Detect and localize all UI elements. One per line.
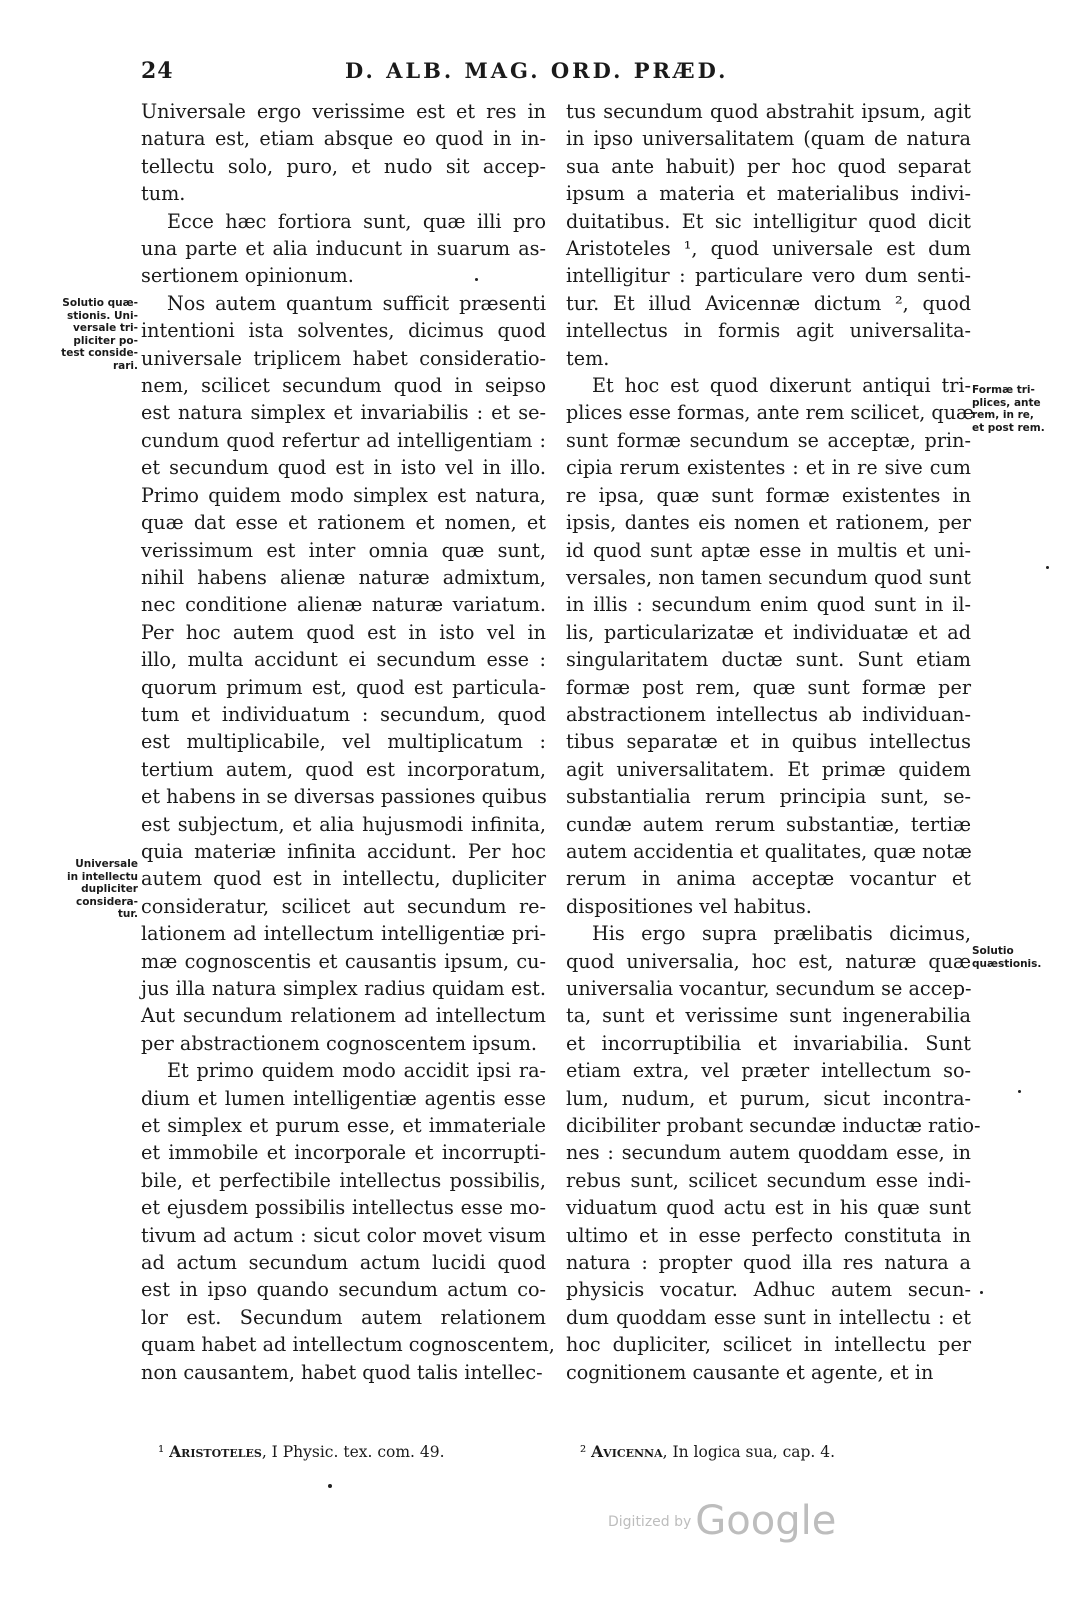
text-line: tivum ad actum : sicut color movet visum (141, 1223, 546, 1247)
margin-note-line: quæstionis. (972, 957, 1042, 970)
text-line: hoc dupliciter, scilicet in intellectu per (566, 1333, 971, 1357)
text-line: non causantem, habet quod talis intellec- (141, 1360, 543, 1384)
text-line: Et primo quidem modo accidit ipsi ra- (167, 1059, 546, 1083)
margin-note-line: Formæ tri- (972, 384, 1035, 396)
text-line: id quod sunt aptæ esse in multis et uni- (566, 538, 971, 562)
text-line: sunt formæ secundum se acceptæ, prin- (566, 428, 971, 452)
margin-note-line: stionis. Uni- (66, 309, 138, 322)
text-line: illo, multa accidunt ei secundum esse : (141, 648, 546, 672)
text-line: intellectus in formis agit universalita- (566, 319, 971, 343)
text-line: formæ post rem, quæ sunt formæ per (566, 675, 971, 699)
text-line: et habens in se diversas passiones quibus (141, 785, 547, 809)
text-line: plices esse formas, ante rem scilicet, quæ (566, 401, 975, 425)
margin-note-solutio-quaestionis (50, 297, 138, 372)
running-head: D. ALB. MAG. ORD. PRÆD. (345, 58, 729, 83)
text-line: in ipso universalitatem (quam de natura (566, 127, 971, 151)
text-line: nihil habens alienæ naturæ admixtum, (141, 565, 546, 589)
text-line: Universale ergo verissime est et res in (141, 100, 546, 123)
margin-note-line: Solutio (972, 945, 1014, 957)
text-line: dium et lumen intelligentiæ agentis esse (141, 1086, 546, 1110)
text-line: nem, scilicet secundum quod in seipso (141, 374, 546, 398)
text-line: autem accidentia et qualitates, quæ notæ (566, 839, 972, 863)
footnote-mark: ² (580, 1443, 587, 1461)
text-line: ipsis, dantes eis nomen et rationem, per (566, 511, 971, 535)
text-line: viduatum quod actu est in his quæ sunt (566, 1196, 971, 1220)
text-line: natura : propter quod illa res natura a (566, 1251, 971, 1275)
margin-note-line: rari. (112, 359, 138, 372)
text-line: Per hoc autem quod est in isto vel in (141, 620, 546, 644)
print-speck (328, 1484, 332, 1488)
digitized-watermark (608, 1498, 836, 1544)
text-line: duitatibus. Et sic intelligitur quod dicit (566, 209, 971, 233)
margin-note-line: tur. (117, 908, 138, 920)
text-line: agit universalitatem. Et primæ quidem (566, 757, 971, 781)
text-line: tus secundum quod abstrahit ipsum, agit (566, 100, 971, 123)
text-line: substantialia rerum principia sunt, se- (566, 785, 971, 809)
footnote-avicenna (580, 1442, 835, 1461)
text-line: ta, sunt et verissime sunt ingenerabilia (566, 1004, 971, 1028)
text-line: Primo quidem modo simplex est natura, (141, 483, 546, 507)
text-line: verissimum est inter omnia quæ sunt, (141, 538, 546, 562)
text-line: lis, particularizatæ et individuatæ et ad (566, 620, 971, 644)
footnote-aristoteles (158, 1442, 445, 1461)
text-line: universale triplicem habet consideratio- (141, 346, 546, 370)
text-line: in illis : secundum enim quod sunt in il- (566, 593, 971, 617)
text-line: est multiplicabile, vel multiplicatum : (141, 730, 546, 754)
watermark-prefix: Digitized by (608, 1514, 692, 1530)
margin-note-line: plices, ante (972, 396, 1041, 409)
margin-note-line: Solutio quæ- (62, 297, 138, 309)
text-line: sertionem opinionum. (141, 264, 354, 288)
text-line: quia materiæ infinita accidunt. Per hoc (141, 839, 546, 863)
text-line: Et hoc est quod dixerunt antiqui tri- (592, 374, 971, 398)
text-line: tem. (566, 346, 610, 370)
print-speck (475, 278, 478, 281)
margin-note-line: versale tri- (72, 322, 138, 334)
text-line: versales, non tamen secundum quod sunt (566, 565, 971, 589)
text-line: abstractionem intellectus ab individuan- (566, 702, 971, 726)
text-line: est in ipso quando secundum actum co- (141, 1278, 546, 1302)
text-line: singularitatem ductæ sunt. Sunt etiam (566, 648, 971, 672)
text-line: physicis vocatur. Adhuc autem secun- (566, 1278, 971, 1302)
text-line: rebus sunt, scilicet secundum esse indi- (566, 1168, 971, 1192)
text-line: est natura simplex et invariabilis : et se- (141, 401, 546, 425)
text-line: tur. Et illud Avicennæ dictum ², quod (566, 291, 971, 315)
margin-note-solutio-quaestionis-right (972, 945, 1062, 970)
text-line: est subjectum, et alia hujusmodi infinita, (141, 812, 546, 836)
left-text-column (141, 98, 555, 1386)
text-line: tellectu solo, puro, et nudo sit accep- (141, 154, 546, 178)
margin-note-universale-in-intellectu (50, 858, 138, 921)
text-line: cognitionem causante et agente, et in (566, 1360, 934, 1384)
text-line: quod universalia, hoc est, naturæ quæ (566, 949, 971, 973)
text-line: autem quod est in intellectu, dupliciter (141, 867, 546, 891)
footnote-mark: ¹ (158, 1443, 165, 1461)
text-line: et incorruptibilia et invariabilia. Sunt (566, 1031, 971, 1055)
footnote-author: Aristoteles (169, 1442, 262, 1461)
print-speck (1018, 1090, 1021, 1093)
text-line: tibus separatæ et in quibus intellectus (566, 730, 971, 754)
text-line: dispositiones vel habitus. (566, 894, 812, 918)
text-line: cundæ autem rerum substantiæ, tertiæ (566, 812, 971, 836)
text-line: sua ante habuit) per hoc quod separat (566, 154, 971, 178)
text-line: quam habet ad intellectum cognoscentem, (141, 1333, 555, 1357)
text-line: per abstractionem cognoscentem ipsum. (141, 1031, 538, 1055)
text-line: lor est. Secundum autem relationem (141, 1305, 546, 1329)
text-line: natura est, etiam absque eo quod in in- (141, 127, 546, 151)
text-line: nes : secundum autem quoddam esse, in (566, 1141, 971, 1165)
margin-note-line: et post rem. (972, 421, 1045, 434)
text-line: consideratur, scilicet aut secundum re- (141, 894, 546, 918)
text-line: ad actum secundum actum lucidi quod (141, 1251, 546, 1275)
text-line: mæ cognoscentis et causantis ipsum, cu- (141, 949, 546, 973)
text-line: dum quoddam esse sunt in intellectu : et (566, 1305, 971, 1329)
text-line: cundum quod refertur ad intelligentiam : (141, 428, 546, 452)
margin-note-line: considera- (75, 895, 138, 908)
text-line: quæ dat esse et rationem et nomen, et (141, 511, 546, 535)
text-line: dicibiliter probant secundæ inductæ ratio- (566, 1114, 981, 1138)
text-line: ultimo et in esse perfecto constituta in (566, 1223, 971, 1247)
margin-note-line: in intellectu (67, 870, 138, 883)
margin-note-line: rem, in re, (972, 409, 1034, 421)
margin-note-line: Universale (75, 858, 138, 870)
text-line: Aut secundum relationem ad intellectum (141, 1004, 546, 1028)
text-line: et secundum quod est in isto vel in illo. (141, 456, 546, 480)
print-speck (980, 1291, 983, 1294)
text-line: et ejusdem possibilis intellectus esse mo- (141, 1196, 546, 1220)
text-line: etiam extra, vel præter intellectum so- (566, 1059, 971, 1083)
text-line: et simplex et purum esse, et immateriale (141, 1114, 546, 1138)
footnote-text: , I Physic. tex. com. 49. (261, 1443, 445, 1461)
margin-note-line: dupliciter (81, 883, 138, 895)
text-line: lationem ad intellectum intelligentiæ pri- (141, 922, 546, 946)
text-line: et immobile et incorporale et incorrupti- (141, 1141, 546, 1165)
text-line: re ipsa, quæ sunt formæ existentes in (566, 483, 971, 507)
text-line: cipia rerum existentes : et in re sive cum (566, 456, 971, 480)
margin-note-line: test conside- (61, 347, 138, 359)
text-line: intelligitur : particulare vero dum senti- (566, 264, 971, 288)
page-number: 24 (141, 58, 174, 84)
text-line: nec conditione alienæ naturæ variatum. (141, 593, 546, 617)
google-logo: Google (695, 1498, 837, 1544)
margin-note-formae-triplices (972, 384, 1062, 434)
text-line: quorum primum est, quod est particula- (141, 675, 546, 699)
margin-note-line: pliciter po- (73, 334, 138, 347)
text-line: una parte et alia inducunt in suarum as- (141, 237, 546, 261)
text-line: universalia vocantur, secundum se accep- (566, 977, 972, 1000)
right-text-column (566, 98, 981, 1386)
text-line: jus illa natura simplex radius quidam est. (141, 977, 546, 1000)
text-line: tum et individuatum : secundum, quod (141, 702, 546, 726)
footnote-text: , In logica sua, cap. 4. (662, 1443, 836, 1461)
text-line: Aristoteles ¹, quod universale est dum (566, 237, 971, 261)
text-line: tertium autem, quod est incorporatum, (141, 757, 546, 781)
text-line: rerum in anima acceptæ vocantur et (566, 867, 971, 891)
text-line: Nos autem quantum sufficit præsenti (167, 291, 546, 315)
footnote-author: Avicenna (591, 1442, 663, 1461)
text-line: Ecce hæc fortiora sunt, quæ illi pro (167, 209, 546, 233)
print-speck (1046, 566, 1049, 569)
text-line: lum, nudum, et purum, sicut incontra- (566, 1086, 971, 1110)
text-line: bile, et perfectibile intellectus possibilis, (141, 1168, 546, 1192)
text-line: intentioni ista solventes, dicimus quod (141, 319, 546, 343)
text-line: His ergo supra prælibatis dicimus, (592, 922, 971, 946)
text-line: ipsum a materia et materialibus indivi- (566, 182, 971, 206)
text-line: tum. (141, 182, 186, 206)
